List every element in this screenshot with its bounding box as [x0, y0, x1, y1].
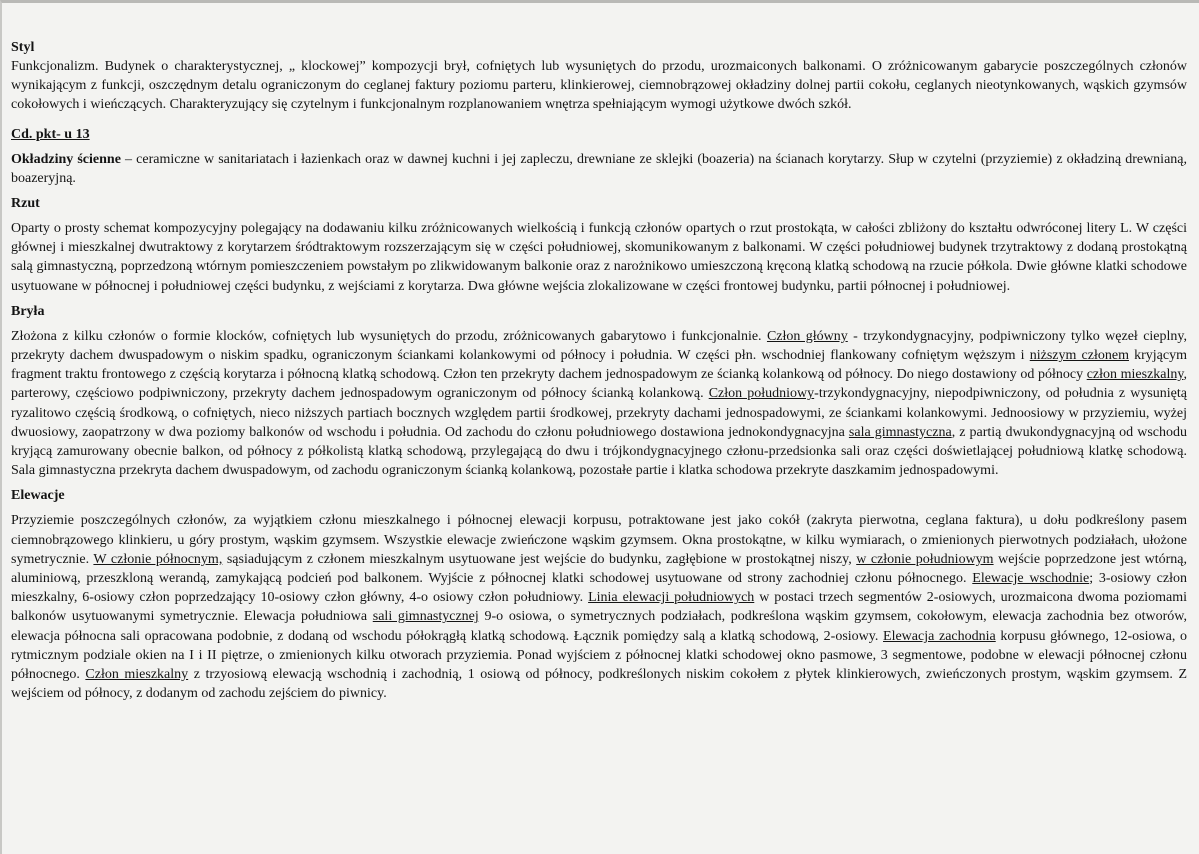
heading-bryla: Bryła [11, 303, 45, 319]
paragraph-bryla [11, 327, 1187, 481]
bryla-text-4: , parterowy, częściowo podpiwniczony, przekryty dachem jednospadowym ograniczonym od północy ścianką kolankową. [11, 367, 1187, 402]
heading-elewacje: Elewacje [11, 488, 65, 504]
bryla-term-czlon-poludniowy: Człon południowy [708, 386, 815, 402]
bryla-term-nizszy-czlon: niższym członem [1029, 348, 1129, 364]
elewacje-text-1: Przyziemie poszczególnych członów, za wyjątkiem członu mieszkalnego i północnej elewacji korpusu, potraktowane jest jako cokół (zakryta pierwotna, ceglana faktura), u dołu podkreślony pasem ciemnobrązowego klinkieru, u góry prostym, wąskim gzymsem. Wszystkie elewacje zwieńczone wąskim gzymsem. Okna prostokątne, w kilku wymiarach, o zmienionych pierwotnych podziałach, ułożone symetrycznie. [11, 513, 1187, 567]
document-body [11, 38, 1187, 703]
paragraph-styl: Funkcjonalizm. Budynek o charakterystycznej, „ klockowej” kompozycji brył, cofniętych lub wysuniętych do przodu, urozmaiconych balkonami. O zróżnicowanym gabarycie poszczególnych członów wynikającym z funkcji, oszczędnym detalu ograniczonym do ceglanej faktury poziomu parteru, klinkierowej, ciemnobrązowej okładziny dolnej partii cokołu, ceglanych nieotynkowanych, wąskich gzymsów cokołowych i wieńczących. Charakteryzujący się czytelnym i funkcjonalnym rozplanowaniem wnętrza spełniającym wymogi użytkowe dwóch szkół. [11, 59, 1187, 113]
elewacje-term-czlon-mieszkalny: Człon mieszkalny [85, 667, 189, 683]
paragraph-okladziny [11, 150, 1187, 188]
bryla-text-3: kryjącym fragment traktu frontowego z częścią korytarza i północną klatką schodową. Człon ten przekryty dachem jednospadowym ze ścianką kolankową od północy. Do niego dostawiony od północy [11, 348, 1187, 383]
elewacje-text-8: z trzyosiową elewacją wschodnią i zachodnią, 1 osiową od północy, podkreślonych niskim cokołem z płytek klinkierowych, zwieńczonych prostym, wąskim gzymsem. Z wejściem od północy, z dodanym od zachodu zejściem do piwnicy. [11, 667, 1187, 702]
okladziny-label: Okładziny ścienne [11, 151, 121, 167]
heading-rzut: Rzut [11, 196, 40, 212]
elewacje-term-elewacje-wschodnie: Elewacje wschodnie [972, 571, 1090, 587]
elewacje-text-4: ; 3-osiowy człon mieszkalny, 6-osiowy człon poprzedzający 10-osiowy człon główny, 4-o osiowy człon południowy. [11, 571, 1187, 606]
elewacje-term-elewacja-zachodnia: Elewacja zachodnia [883, 628, 996, 644]
paragraph-rzut: Oparty o prosty schemat kompozycyjny polegający na dodawaniu kilku zróżnicowanych wielkością i funkcją członów opartych o rzut prostokąta, w całości zbliżony do kształtu odwróconej litery L. W części głównej i mieszkalnej dwutraktowy z korytarzem śródtraktowym rozszerzającym się w części południowej, skomunikowanym z balkonami. W części południowej budynek trzytraktowy z dodaną prostokątną salą gimnastyczną, poprzedzoną wtórnym pomieszczeniem powstałym po zlikwidowanym balkonie oraz z narożnikowo umieszczoną kręconą klatką schodową na rzucie półkola. Dwie główne klatki schodowe usytuowane w północnej i południowej części budynku, z wejściami z korytarza. Dwa główne wejścia zlokalizowane w części frontowej budynku, partii północnej i południowej. [11, 221, 1187, 294]
elewacje-term-sali-gimnastycznej: sali gimnastycznej [372, 609, 479, 625]
heading-styl: Styl [11, 40, 35, 55]
bryla-text-5: -trzykondygnacyjny, niepodpiwniczony, od południa z wysuniętą ryzalitowo częścią środkową, o cofniętych, nieco niższych partiach bocznych względem partii środkowej, przekryty dachami jednospadowymi, ze ściankami kolankowymi. Jednoosiowy w przyziemiu, wyżej dwuosiowy, zaopatrzony w dwa poziomy balkonów od wschodu i południa. Od zachodu do członu południowego dostawiona jednokondygnacyjna [11, 386, 1187, 440]
elewacje-text-6: 9-o osiowa, o symetrycznych podziałach, podkreślona wąskim gzymsem, cokołowym, elewacja zachodnia bez otworów, elewacja północna sali opracowana podobnie, z dodaną od wschodu półokrągłą klatką schodową. Łącznik pomiędzy salą a klatką schodową, 2-osiowy. [11, 609, 1188, 644]
bryla-term-sala-gimnastyczna: sala gimnastyczna [848, 424, 952, 440]
elewacje-term-czlon-polnocny: W członie północnym, [93, 551, 223, 567]
elewacje-text-2: sąsiadującym z członem mieszkalnym usytuowane jest wejście do budynku, zagłębione w prostokątnej niszy, [222, 551, 857, 567]
elewacje-text-7: korpusu głównego, 12-osiowa, o rytmicznym podziale okien na I i II piętrze, o zmienionych kilku otworach przyziemia. Ponad wyjściem z północnej klatki schodowej okno pasmowe, 3 segmentowe, podobne w elewacji północnej członu północnego. [11, 628, 1187, 683]
elewacje-text-3: wejście poprzedzone jest wtórną, aluminiową, przeszkloną werandą, zamykającą podcień pod balkonem. Wyjście z północnej klatki schodowej usytuowane od strony zachodniej członu północnego. [11, 551, 1187, 587]
bryla-term-czlon-mieszkalny: człon mieszkalny [1086, 367, 1184, 383]
okladziny-text: – ceramiczne w sanitariatach i łazienkach oraz w dawnej kuchni i jej zapleczu, drewniane ze sklejki (boazeria) na ścianach korytarzy. Słup w czytelni (przyziemie) z okładziną drewnianą, boazeryjną. [11, 151, 1187, 186]
elewacje-term-linia-elewacji: Linia elewacji południowych [588, 590, 755, 606]
elewacje-term-czlon-poludniowy: w członie południowym [856, 551, 994, 567]
paragraph-elewacje [11, 511, 1187, 703]
heading-cd-pkt-13: Cd. pkt- u 13 [11, 126, 90, 142]
bryla-text-6: , z partią dwukondygnacyjną od wschodu kryjącą zamurowany obecnie balkon, od północy z półkolistą klatką schodową, przylegającą do dwu i trójkondygnacyjnego członu-przedsionka sali oraz części doświetlającej południową klatkę schodową. Sala gimnastyczna przekryta dachem dwuspadowym, od zachodu ograniczonym ścianką kolankową, pozostałe partie i klatka schodowa przekryte daszkamim jednospadowymi. [11, 424, 1187, 479]
elewacje-text-5: w postaci trzech segmentów 2-osiowych, urozmaicona dwoma poziomami balkonów usytuowanymi symetrycznie. Elewacja południowa [11, 590, 1187, 625]
bryla-text-2: - trzykondygnacyjny, podpiwniczony tylko węzeł cieplny, przekryty dachem dwuspadowym o niskim spadku, ograniczonym ściankami kolankowymi od północy i południa. W części płn. wschodniej flankowany cofniętym węższym i [11, 328, 1188, 364]
bryla-text-1: Złożona z kilku członów o formie klocków, cofniętych lub wysuniętych do przodu, zróżnicowanych gabarytowo i funkcjonalnie. [11, 328, 767, 344]
bryla-term-czlon-glowny: Człon główny [766, 328, 848, 344]
